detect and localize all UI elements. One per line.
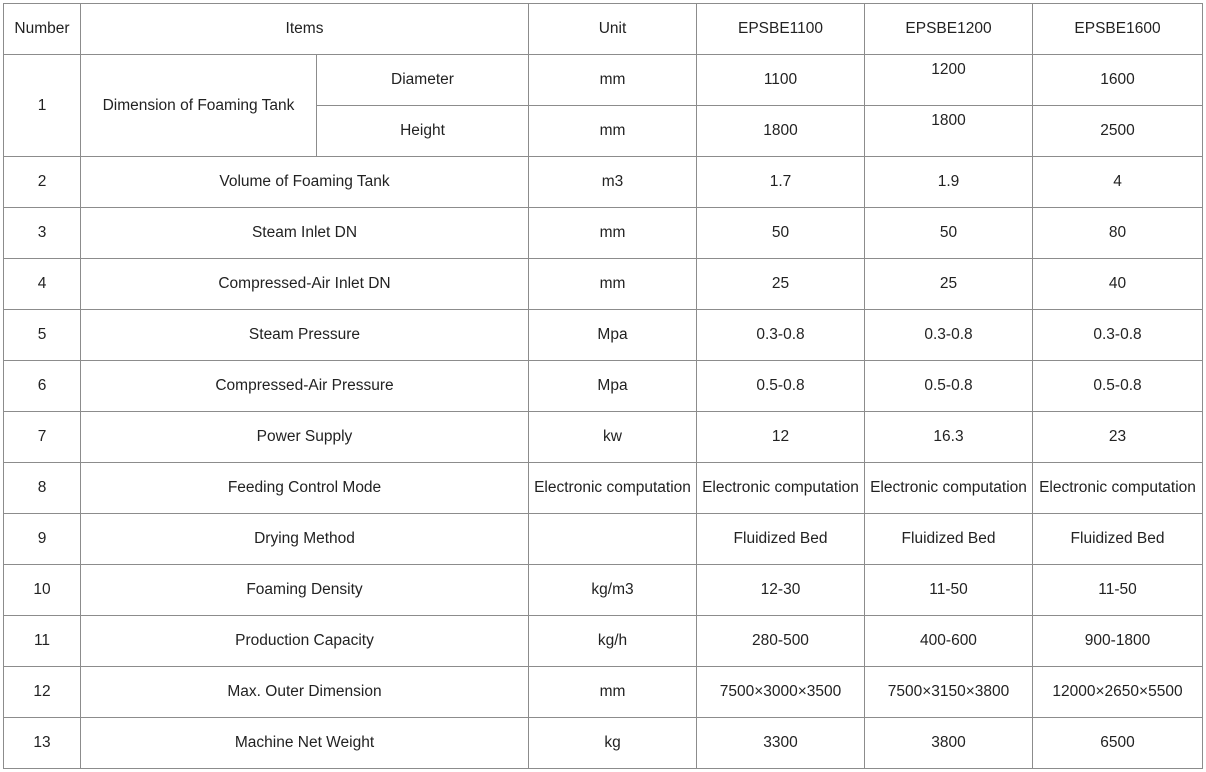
row-value: 6500	[1033, 718, 1203, 769]
row-unit: mm	[529, 208, 697, 259]
table-row	[4, 718, 1203, 769]
sub-item-diameter: Diameter	[317, 55, 529, 106]
row-value: 23	[1033, 412, 1203, 463]
row-item: Dimension of Foaming Tank	[81, 55, 317, 157]
row-value: 12000×2650×5500	[1033, 667, 1203, 718]
row-value: 1.7	[697, 157, 865, 208]
table-row	[4, 412, 1203, 463]
row-unit: Electronic computation	[529, 463, 697, 514]
row-item: Foaming Density	[81, 565, 529, 616]
row-value: 1.9	[865, 157, 1033, 208]
row-unit: kg	[529, 718, 697, 769]
sub-item-height: Height	[317, 106, 529, 157]
row-value: 12	[697, 412, 865, 463]
row-item: Drying Method	[81, 514, 529, 565]
row-number: 2	[4, 157, 81, 208]
row-number: 1	[4, 55, 81, 157]
row-number: 11	[4, 616, 81, 667]
row-item: Steam Pressure	[81, 310, 529, 361]
row-unit: Mpa	[529, 361, 697, 412]
row-value: 0.3-0.8	[865, 310, 1033, 361]
row-unit: kg/h	[529, 616, 697, 667]
row-number: 10	[4, 565, 81, 616]
row-value: Fluidized Bed	[865, 514, 1033, 565]
row-value: 3300	[697, 718, 865, 769]
table-row	[4, 616, 1203, 667]
row-value: 400-600	[865, 616, 1033, 667]
table-row	[4, 667, 1203, 718]
row-item: Machine Net Weight	[81, 718, 529, 769]
table-row	[4, 565, 1203, 616]
row-value: 80	[1033, 208, 1203, 259]
header-row	[4, 4, 1203, 55]
table-row	[4, 310, 1203, 361]
row-item: Max. Outer Dimension	[81, 667, 529, 718]
row-value: 25	[697, 259, 865, 310]
row-value: 3800	[865, 718, 1033, 769]
row-number: 7	[4, 412, 81, 463]
row-value: 1200	[865, 55, 1033, 106]
row-unit: mm	[529, 667, 697, 718]
row-value: 1100	[697, 55, 865, 106]
row-unit: mm	[529, 106, 697, 157]
row-value: 11-50	[865, 565, 1033, 616]
row-item: Production Capacity	[81, 616, 529, 667]
row-value: 7500×3150×3800	[865, 667, 1033, 718]
row-number: 13	[4, 718, 81, 769]
row-item: Volume of Foaming Tank	[81, 157, 529, 208]
row-value: 11-50	[1033, 565, 1203, 616]
row-unit: kw	[529, 412, 697, 463]
table-row	[4, 361, 1203, 412]
table-row	[4, 463, 1203, 514]
table-row	[4, 157, 1203, 208]
header-model-3: EPSBE1600	[1033, 4, 1203, 55]
row-unit: Mpa	[529, 310, 697, 361]
row-value: 4	[1033, 157, 1203, 208]
row-value: 2500	[1033, 106, 1203, 157]
row-item: Steam Inlet DN	[81, 208, 529, 259]
row-value: Fluidized Bed	[697, 514, 865, 565]
row-number: 6	[4, 361, 81, 412]
header-unit: Unit	[529, 4, 697, 55]
row-number: 4	[4, 259, 81, 310]
row-value: Fluidized Bed	[1033, 514, 1203, 565]
row-value: 1800	[697, 106, 865, 157]
row-item: Feeding Control Mode	[81, 463, 529, 514]
row-value: Electronic computation	[1033, 463, 1203, 514]
spec-table	[3, 3, 1203, 769]
row-number: 5	[4, 310, 81, 361]
row-value: 7500×3000×3500	[697, 667, 865, 718]
row-unit: mm	[529, 55, 697, 106]
row-number: 3	[4, 208, 81, 259]
row-value: 50	[865, 208, 1033, 259]
row-item: Power Supply	[81, 412, 529, 463]
row-value: 1600	[1033, 55, 1203, 106]
table-row	[4, 55, 1203, 106]
row-value: Electronic computation	[865, 463, 1033, 514]
row-item: Compressed-Air Pressure	[81, 361, 529, 412]
row-value: 280-500	[697, 616, 865, 667]
row-number: 8	[4, 463, 81, 514]
row-number: 12	[4, 667, 81, 718]
row-unit: kg/m3	[529, 565, 697, 616]
row-value: Electronic computation	[697, 463, 865, 514]
row-value: 1800	[865, 106, 1033, 157]
row-value: 0.3-0.8	[1033, 310, 1203, 361]
row-value: 12-30	[697, 565, 865, 616]
row-value: 0.5-0.8	[865, 361, 1033, 412]
header-model-1: EPSBE1100	[697, 4, 865, 55]
row-unit	[529, 514, 697, 565]
row-value: 900-1800	[1033, 616, 1203, 667]
table-row	[4, 514, 1203, 565]
row-value: 0.3-0.8	[697, 310, 865, 361]
row-unit: m3	[529, 157, 697, 208]
row-value: 0.5-0.8	[1033, 361, 1203, 412]
row-value: 40	[1033, 259, 1203, 310]
row-value: 16.3	[865, 412, 1033, 463]
header-number: Number	[4, 4, 81, 55]
row-value: 50	[697, 208, 865, 259]
header-items: Items	[81, 4, 529, 55]
header-model-2: EPSBE1200	[865, 4, 1033, 55]
row-item: Compressed-Air Inlet DN	[81, 259, 529, 310]
table-row	[4, 259, 1203, 310]
row-value: 25	[865, 259, 1033, 310]
row-unit: mm	[529, 259, 697, 310]
row-value: 0.5-0.8	[697, 361, 865, 412]
table-row	[4, 208, 1203, 259]
row-number: 9	[4, 514, 81, 565]
